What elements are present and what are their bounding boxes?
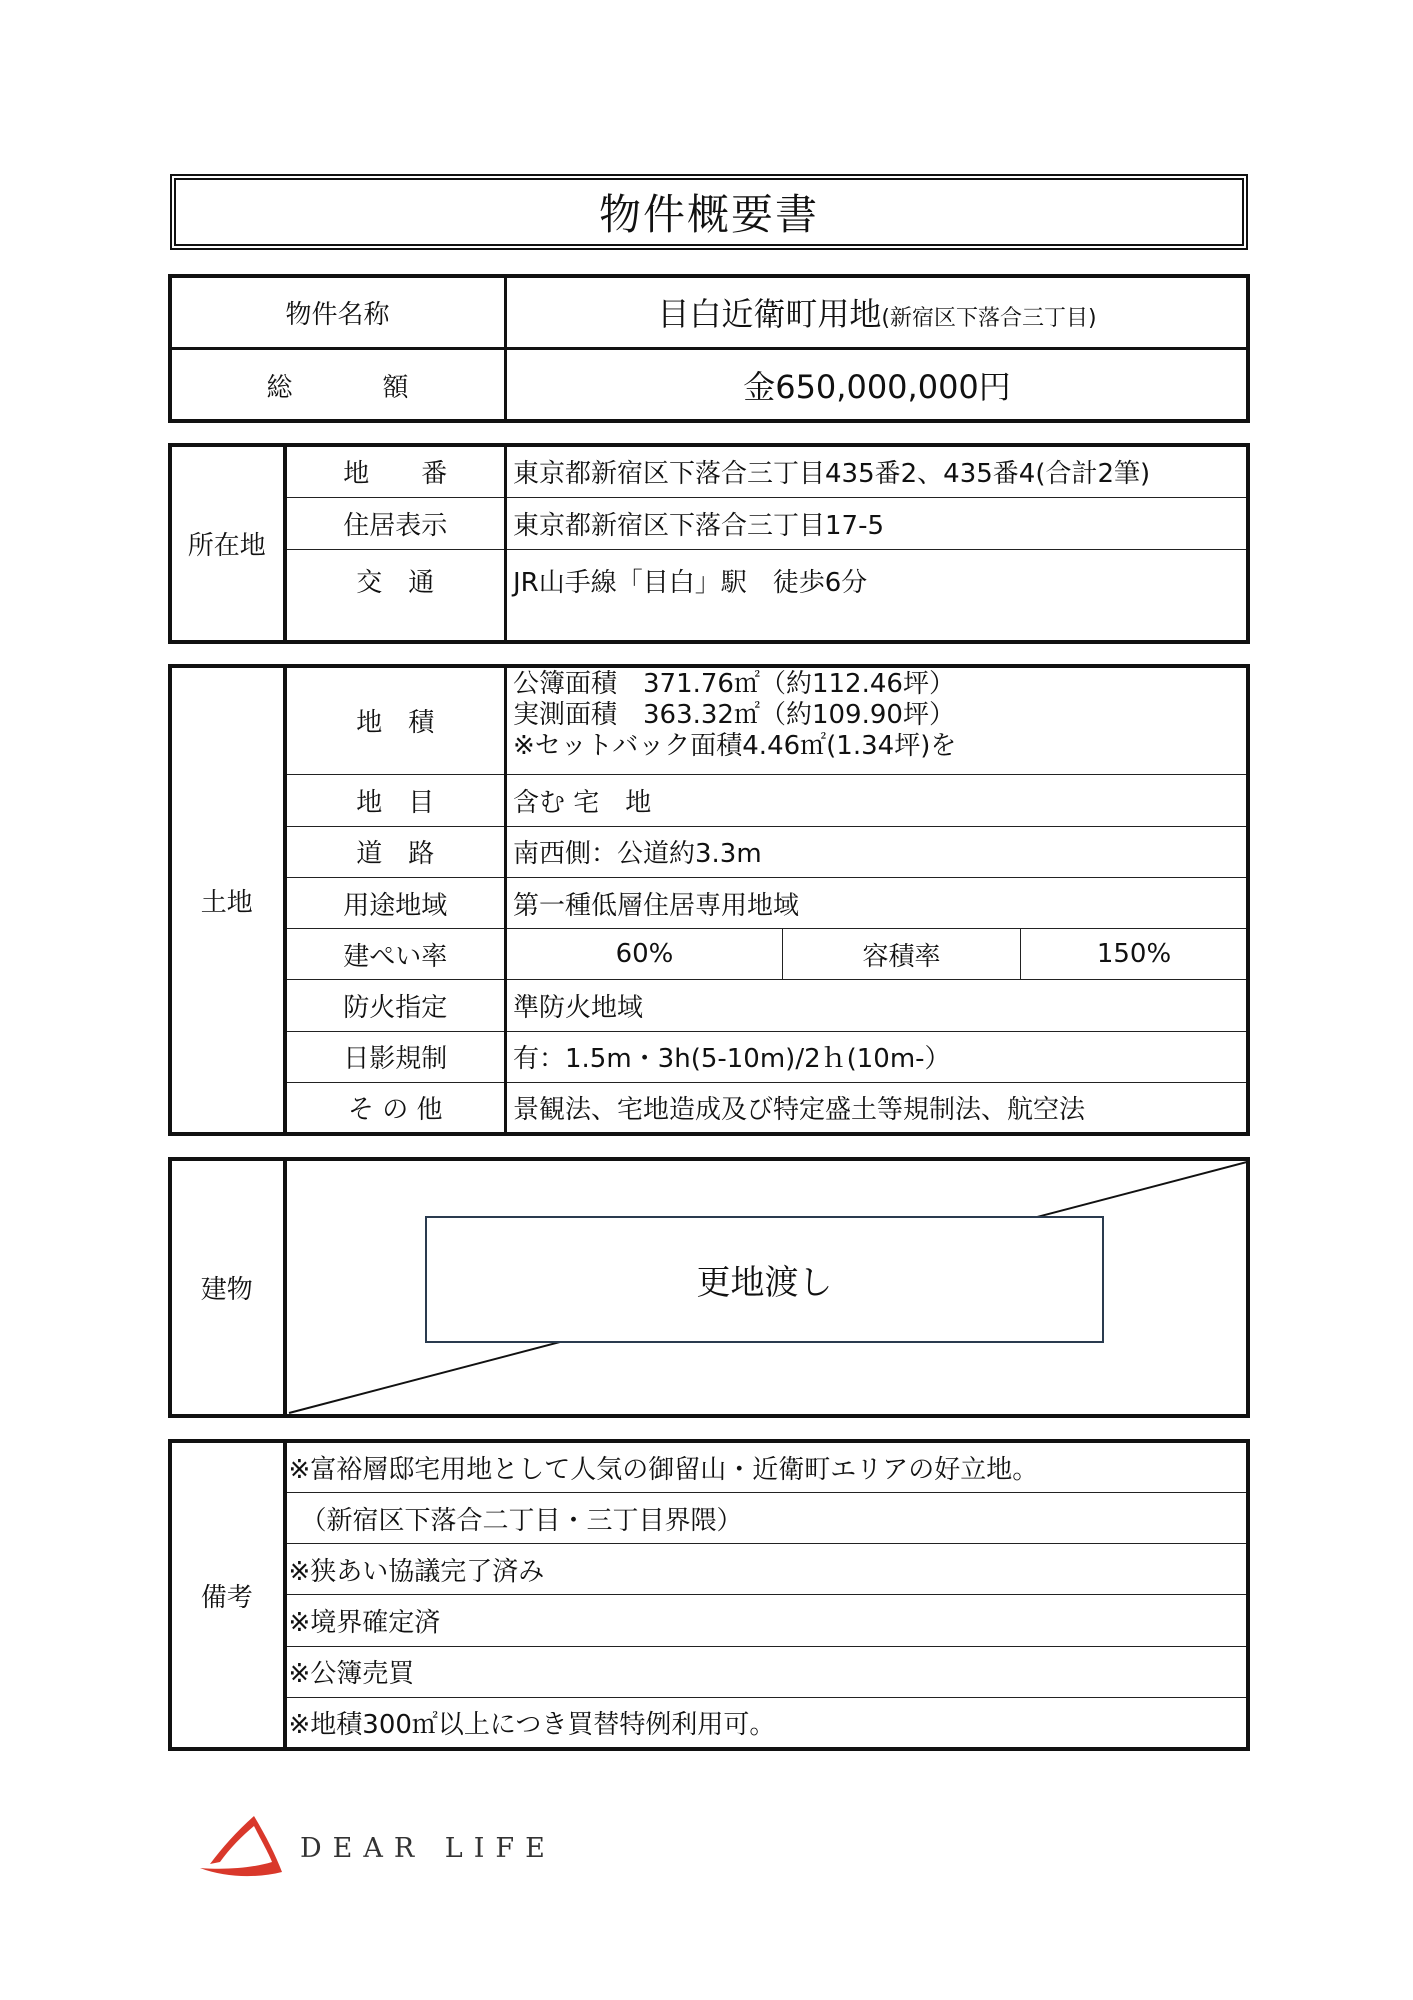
- address-label: 住居表示: [285, 498, 506, 550]
- remark-line: ※地積300㎡以上につき買替特例利用可。: [285, 1697, 1248, 1748]
- coverage-ratio-value: 60%: [506, 929, 783, 980]
- zoning-value: 第一種低層住居専用地域: [506, 877, 1248, 928]
- property-name-label: 物件名称: [171, 277, 506, 349]
- shadow-regulation-value: 有：1.5m・3h(5-10m)/2ｈ(10m-）: [506, 1031, 1248, 1082]
- page-title: 物件概要書: [170, 174, 1248, 250]
- land-area-line: ※セットバック面積4.46㎡(1.34坪)を: [513, 731, 957, 761]
- land-category-value: 含む 宅 地: [506, 775, 1248, 826]
- logo-text: DEAR LIFE: [300, 1833, 556, 1864]
- location-section-label: 所在地: [171, 446, 285, 642]
- address-value: 東京都新宿区下落合三丁目17-5: [506, 498, 1248, 550]
- zoning-label: 用途地域: [285, 877, 506, 928]
- land-area-line: 公簿面積 371.76㎡（約112.46坪）: [513, 669, 955, 699]
- total-price-label: [171, 349, 506, 421]
- fire-zone-value: 準防火地域: [506, 980, 1248, 1031]
- road-label: 道 路: [285, 826, 506, 877]
- total-label-2: 額: [382, 372, 409, 403]
- transit-label: 交 通: [285, 550, 506, 642]
- property-name-main: 目白近衛町用地: [657, 295, 882, 333]
- land-table: [170, 666, 1248, 1134]
- property-name-value: [506, 277, 1248, 349]
- transit-value: JR山手線「目白」駅 徒歩6分: [506, 550, 1248, 642]
- remarks-section-label: 備考: [171, 1442, 285, 1749]
- land-area-line: 実測面積 363.32㎡（約109.90坪）: [513, 700, 955, 730]
- building-status-box: 更地渡し: [425, 1216, 1104, 1343]
- logo-mark-icon: [196, 1812, 576, 1888]
- land-category-label: 地 目: [285, 775, 506, 826]
- dear-life-logo: [196, 1812, 576, 1888]
- total-price-value: 金650,000,000円: [506, 349, 1248, 421]
- remark-line: ※狭あい協議完了済み: [285, 1544, 1248, 1595]
- road-value: 南西側：公道約3.3m: [506, 826, 1248, 877]
- remark-line: ※境界確定済: [285, 1595, 1248, 1646]
- land-area-label: 地 積: [285, 667, 506, 775]
- land-section-label: 土地: [171, 667, 285, 1134]
- shadow-regulation-label: 日影規制: [285, 1031, 506, 1082]
- building-section-label: 建物: [171, 1160, 285, 1416]
- property-name-sub: (新宿区下落合三丁目): [881, 306, 1097, 331]
- floor-area-ratio-label: 容積率: [783, 929, 1021, 980]
- land-area-value: [506, 667, 1248, 775]
- fire-zone-label: 防火指定: [285, 980, 506, 1031]
- floor-area-ratio-value: 150%: [1021, 929, 1248, 980]
- remarks-table: [170, 1441, 1248, 1749]
- summary-table: [170, 276, 1248, 421]
- total-label-1: 総: [266, 372, 293, 403]
- other-regulations-value: 景観法、宅地造成及び特定盛土等規制法、航空法: [506, 1082, 1248, 1133]
- other-regulations-label: そ の 他: [285, 1082, 506, 1133]
- lot-number-label: 地 番: [285, 446, 506, 498]
- remark-line: （新宿区下落合二丁目・三丁目界隈）: [285, 1493, 1248, 1544]
- remark-line: ※公簿売買: [285, 1646, 1248, 1697]
- remark-line: ※富裕層邸宅用地として人気の御留山・近衛町エリアの好立地。: [285, 1442, 1248, 1493]
- lot-number-value: 東京都新宿区下落合三丁目435番2、435番4(合計2筆): [506, 446, 1248, 498]
- location-table: [170, 445, 1248, 642]
- coverage-ratio-label: 建ぺい率: [285, 929, 506, 980]
